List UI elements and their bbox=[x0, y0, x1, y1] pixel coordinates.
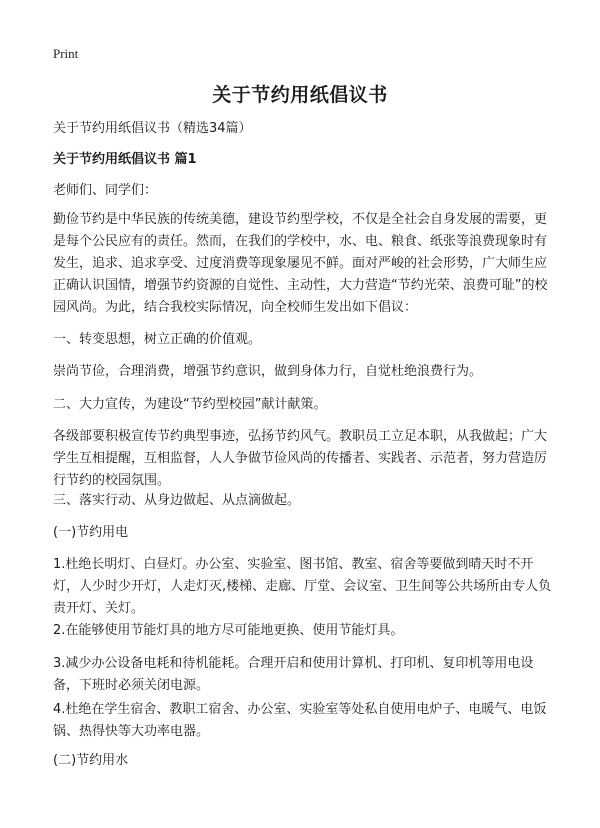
sub-2-title: (二)节约用水 bbox=[53, 753, 129, 768]
print-link[interactable]: Print bbox=[53, 46, 79, 61]
list-item-3: 3.减少办公设备电耗和待机能耗。合理开启和使用计算机、打印机、复印机等用电设备，下班时必须关闭电源。 bbox=[53, 656, 534, 693]
point-2-body: 各级部要积极宣传节约典型事迹，弘扬节约风气。教职员工立足本职，从我做起；广大学生互相提醒，互相监督，人人争做节俭风尚的传播者、实践者、示范者，努力营造厉行节约的校园氛围。 bbox=[53, 429, 548, 488]
sub-1-title: (一)节约用电 bbox=[53, 525, 129, 540]
list-item-1: 1.杜绝长明灯、白昼灯。办公室、实验室、图书馆、教室、宿舍等要做到晴天时不开灯，人少时少开灯，人走灯灭,楼梯、走廊、厅堂、会议室、卫生间等公共场所由专人负责开灯、关灯。 bbox=[53, 557, 552, 616]
greeting-paragraph: 老师们、同学们： bbox=[53, 183, 158, 198]
section-heading: 关于节约用纸倡议书 篇1 bbox=[53, 152, 197, 167]
list-item-4: 4.杜绝在学生宿舍、教职工宿舍、办公室、实验室等处私自使用电炉子、电暖气、电饭锅、热得快等大功率电器。 bbox=[53, 702, 547, 739]
point-2-title: 二、大力宣传，为建设“节约型校园”献计献策。 bbox=[53, 397, 327, 412]
point-3-title: 三、落实行动、从身边做起、从点滴做起。 bbox=[53, 493, 301, 508]
document-subtitle: 关于节约用纸倡议书（精选34篇） bbox=[53, 121, 252, 136]
point-1-body: 崇尚节俭，合理消费，增强节约意识，做到身体力行，自觉杜绝浪费行为。 bbox=[53, 364, 483, 379]
document-title: 关于节约用纸倡议书 bbox=[212, 84, 388, 106]
intro-paragraph: 勤俭节约是中华民族的传统美德，建设节约型学校，不仅是全社会自身发展的需要，更是每个公民应有的责任。然而，在我们的学校中，水、电、粮食、纸张等浪费现象时有发生，追求、追求享受、过度消费等现象屡见不鲜。面对严峻的社会形势，广大师生应正确认识国情，增强节约资源的自觉性、主动性，大力营造“节约光荣、浪费可耻”的校园风尚。为此，结合我校实际情况，向全校师生发出如下倡议： bbox=[53, 212, 548, 315]
list-item-2: 2.在能够使用节能灯具的地方尽可能地更换、使用节能灯具。 bbox=[53, 623, 404, 638]
point-1-title: 一、转变思想，树立正确的价值观。 bbox=[53, 332, 262, 347]
